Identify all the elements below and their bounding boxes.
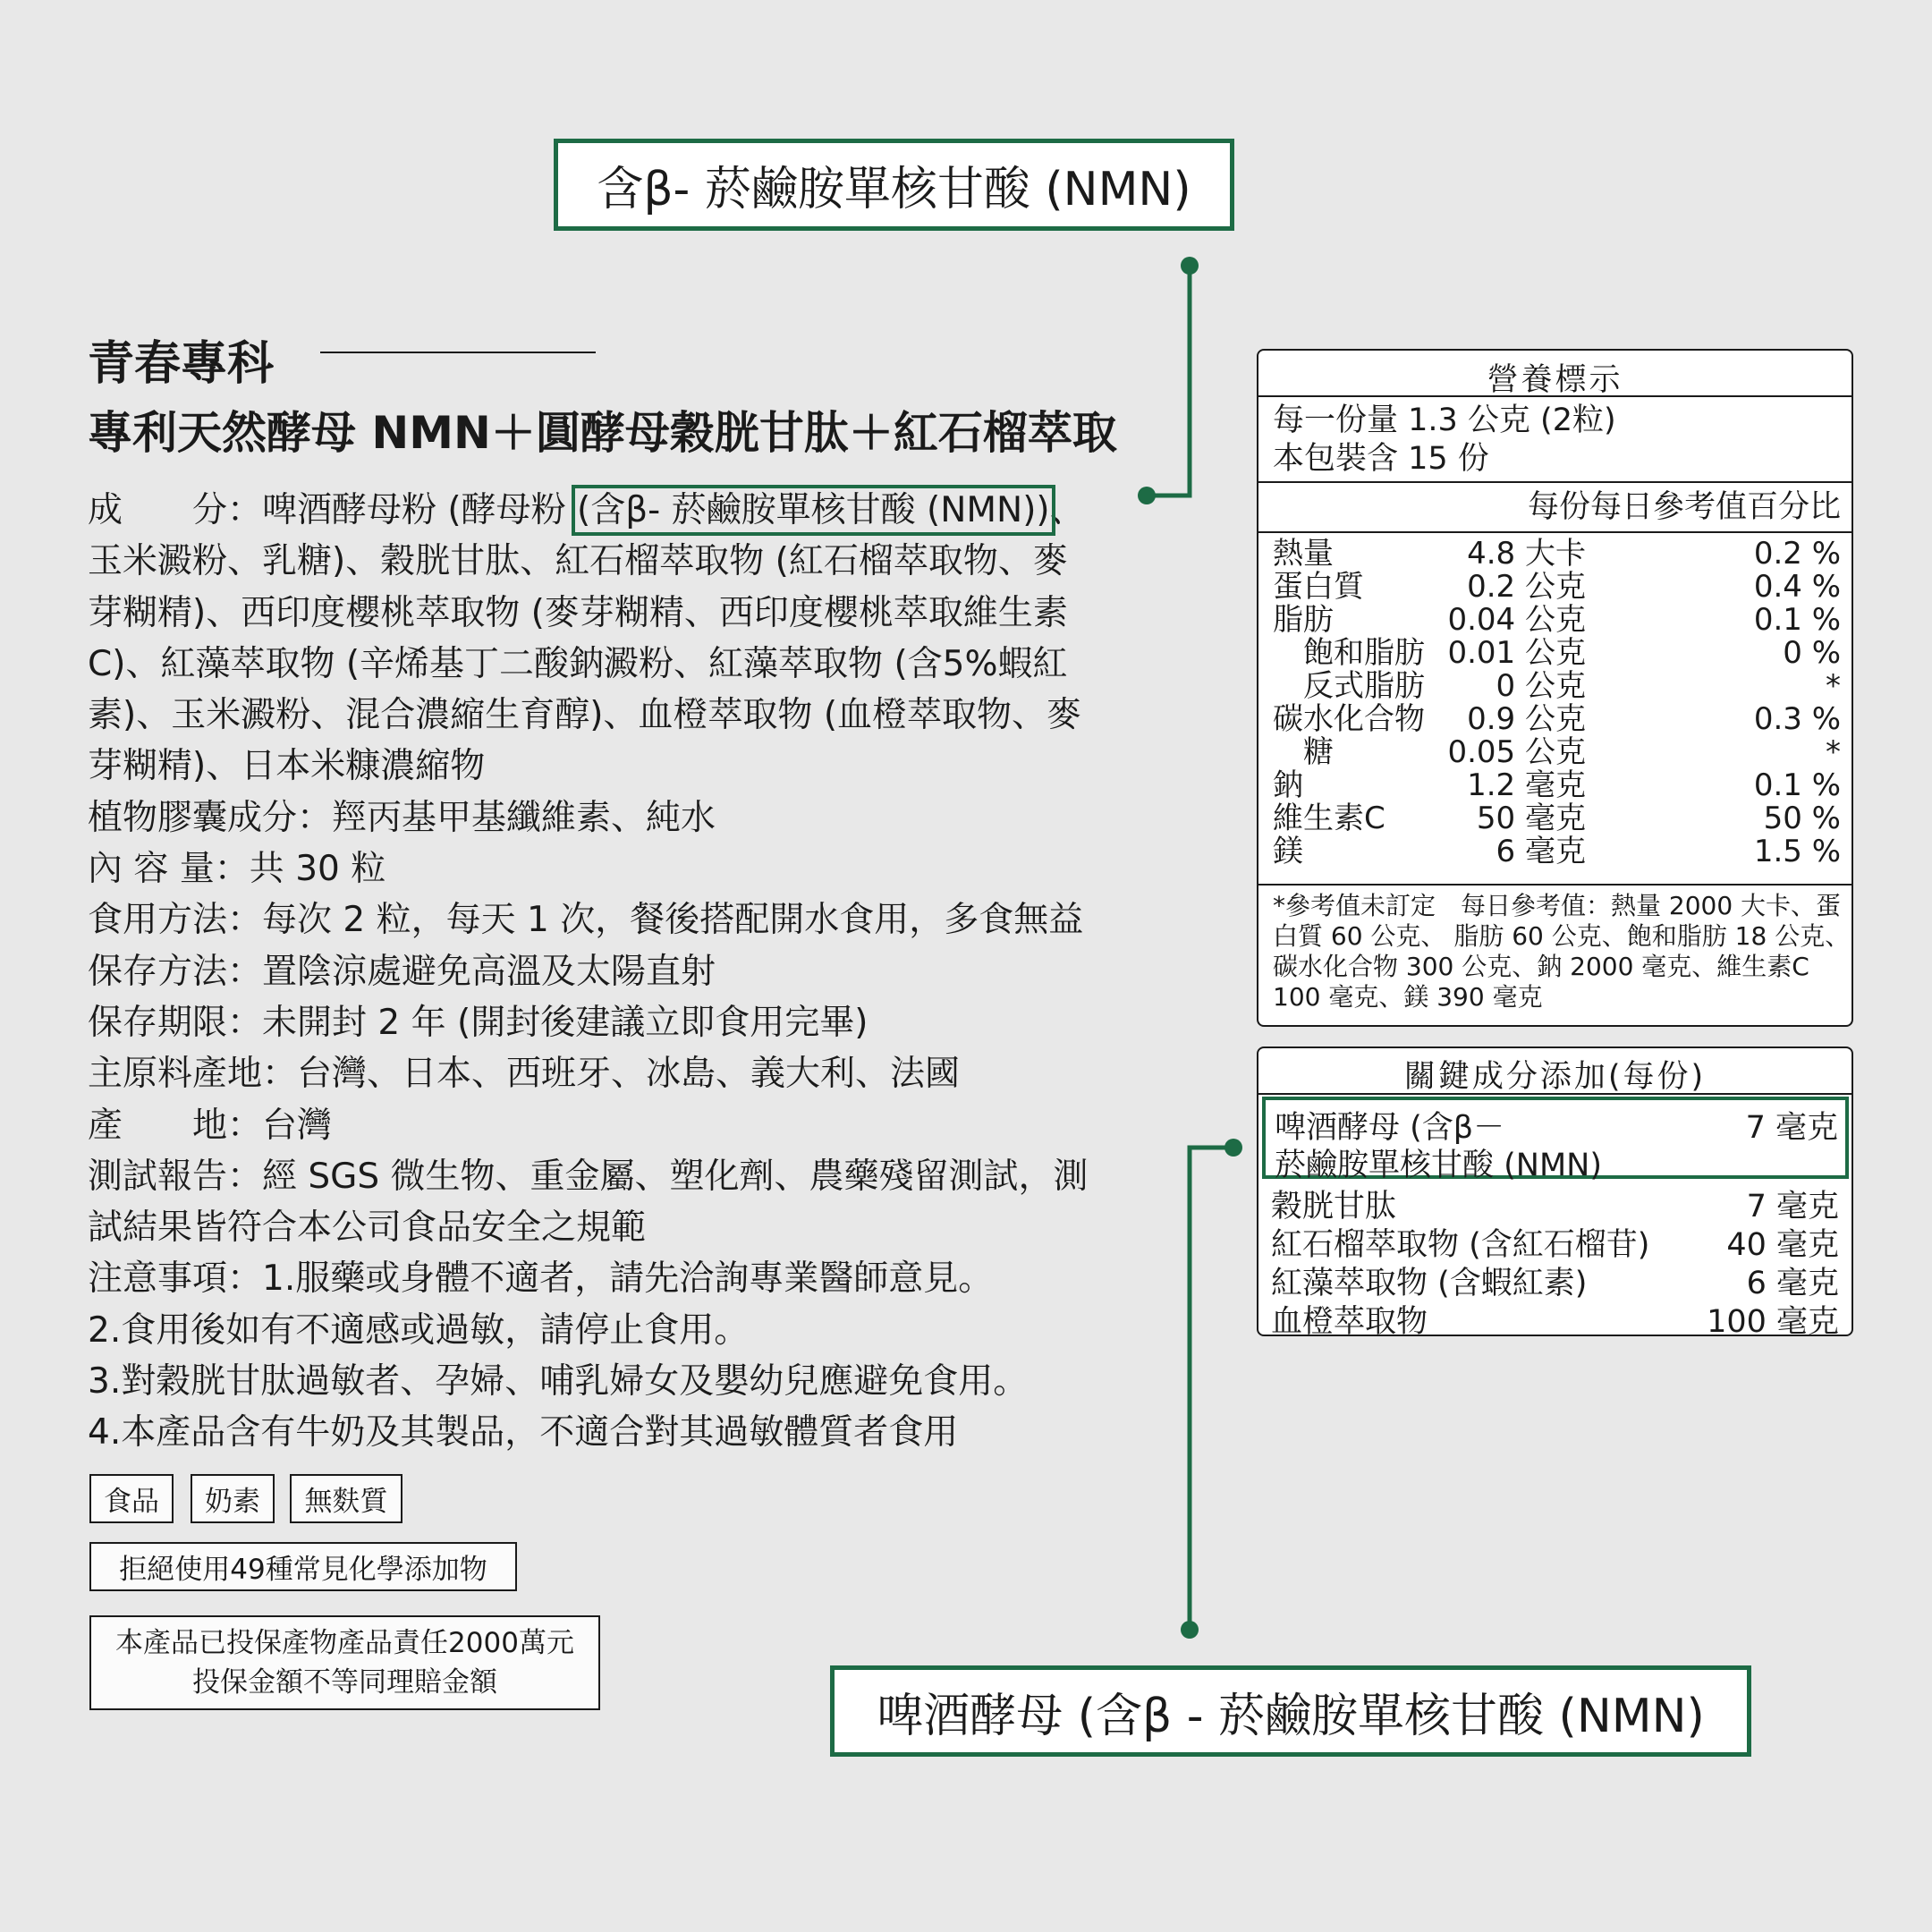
nutrient-amount: 0.04 公克 xyxy=(1447,602,1586,638)
nutrient-name: 鎂 xyxy=(1273,834,1303,869)
highlight-line-2: 菸鹼胺單核甘酸 (NMN) xyxy=(1275,1148,1602,1183)
nutrient-name: 熱量 xyxy=(1273,536,1334,572)
ingredients-line: 玉米澱粉、乳糖)、穀胱甘肽、紅石榴萃取物 (紅石榴萃取物、麥 xyxy=(88,541,1068,582)
storage-method: 保存方法：置陰涼處避免高溫及太陽直射 xyxy=(88,951,716,992)
precaution-2: 2.食用後如有不適感或過敏，請停止食用。 xyxy=(88,1309,750,1351)
nutrient-percent: 0.2 % xyxy=(1753,536,1841,572)
key-ingredients-title: 關鍵成分添加(每份) xyxy=(1403,1059,1707,1095)
ingredients-line: 芽糊精)、西印度櫻桃萃取物 (麥芽糊精、西印度櫻桃萃取維生素 xyxy=(88,592,1068,633)
precaution-3: 3.對穀胱甘肽過敏者、孕婦、哺乳婦女及嬰幼兒應避免食用。 xyxy=(88,1361,1029,1402)
nutrient-name: 蛋白質 xyxy=(1273,569,1364,605)
ingredients-highlight: (含β- 菸鹼胺單核甘酸 (NMN)) xyxy=(577,490,1050,530)
nutrient-percent: 0.3 % xyxy=(1753,701,1841,737)
insurance-line-1: 本產品已投保產物產品責任2000萬元 xyxy=(115,1627,574,1659)
callout-bottom: 啤酒酵母 (含β - 菸鹼胺單核甘酸 (NMN) xyxy=(830,1665,1751,1757)
nutrient-name: 碳水化合物 xyxy=(1273,701,1425,737)
key-ingredient-amount: 6 毫克 xyxy=(1746,1266,1839,1301)
raw-material-origin: 主原料產地：台灣、日本、西班牙、冰島、義大利、法國 xyxy=(88,1054,961,1095)
precaution-4: 4.本產品含有牛奶及其製品，不適合對其過敏體質者食用 xyxy=(88,1412,959,1453)
nutrient-name: 維生素C xyxy=(1273,801,1385,836)
key-ingredient-amount: 7 毫克 xyxy=(1746,1189,1839,1224)
nutrient-amount: 0 公克 xyxy=(1496,668,1586,704)
serving-size: 每一份量 1.3 公克 (2粒) xyxy=(1273,402,1616,438)
nutrition-divider xyxy=(1258,531,1852,533)
nutrient-name: 脂肪 xyxy=(1273,602,1334,638)
brand-name: 青春專科 xyxy=(88,337,275,391)
nutrient-amount: 6 毫克 xyxy=(1496,834,1586,869)
nutrient-percent: * xyxy=(1826,668,1841,704)
test-report: 測試報告：經 SGS 微生物、重金屬、塑化劑、農藥殘留測試，測 xyxy=(88,1156,1089,1197)
insurance-line-2: 投保金額不等同理賠金額 xyxy=(192,1666,497,1699)
nutrition-title: 營養標示 xyxy=(1487,362,1623,398)
ingredients-pre: 啤酒酵母粉 (酵母粉 xyxy=(262,490,578,530)
nutrient-amount: 0.01 公克 xyxy=(1447,635,1586,671)
key-ingredient-name: 穀胱甘肽 xyxy=(1271,1189,1397,1224)
note-line: 碳水化合物 300 公克、鈉 2000 毫克、維生素C xyxy=(1273,952,1809,981)
ingredients-line: 芽糊精)、日本米糠濃縮物 xyxy=(88,746,486,787)
brand-divider xyxy=(320,352,596,353)
nutrient-percent: 1.5 % xyxy=(1753,834,1841,869)
badge-food: 食品 xyxy=(89,1474,174,1523)
nutrient-amount: 4.8 大卡 xyxy=(1467,536,1586,572)
bottom-connector-line xyxy=(1190,1148,1233,1630)
usage-directions: 食用方法：每次 2 粒，每天 1 次，餐後搭配開水食用，多食無益 xyxy=(88,900,1084,941)
key-ingredient-amount: 40 毫克 xyxy=(1726,1227,1839,1263)
nutrient-amount: 1.2 毫克 xyxy=(1467,767,1586,803)
nutrition-divider xyxy=(1258,884,1852,886)
ingredients-post: 、 xyxy=(1049,490,1085,530)
daily-reference-note xyxy=(1273,891,1850,1013)
net-content: 內 容 量：共 30 粒 xyxy=(88,849,386,890)
nutrition-divider xyxy=(1258,395,1852,397)
nutrient-percent: 0.1 % xyxy=(1753,767,1841,803)
ingredients-first-line xyxy=(88,485,1143,536)
nutrient-amounts xyxy=(1447,538,1586,869)
key-ingredients-panel xyxy=(1257,1046,1853,1340)
servings-per-package: 本包裝含 15 份 xyxy=(1273,441,1489,477)
test-report-cont: 試結果皆符合本公司食品安全之規範 xyxy=(88,1208,647,1249)
product-info xyxy=(88,485,1143,1459)
nutrient-percent: 0.1 % xyxy=(1753,602,1841,638)
daily-value-header: 每份每日參考值百分比 xyxy=(1527,489,1841,525)
nutrient-amount: 0.9 公克 xyxy=(1467,701,1586,737)
ingredients-label: 成 分： xyxy=(88,490,263,530)
nutrient-percent: 0 % xyxy=(1783,635,1841,671)
nutrient-name: 糖 xyxy=(1273,734,1334,770)
key-ingredients-divider xyxy=(1258,1093,1852,1095)
nutrient-name: 反式脂肪 xyxy=(1273,668,1425,704)
badge-insurance xyxy=(89,1615,600,1710)
nutrition-divider xyxy=(1258,481,1852,483)
nutrient-percents xyxy=(1754,538,1841,869)
ingredients-line: 素)、玉米澱粉、混合濃縮生育醇)、血橙萃取物 (血橙萃取物、麥 xyxy=(88,695,1082,736)
callout-top: 含β- 菸鹼胺單核甘酸 (NMN) xyxy=(554,139,1234,231)
product-title: 專利天然酵母 NMN＋圓酵母穀胱甘肽＋紅石榴萃取 xyxy=(88,407,1117,459)
badge-no-additives: 拒絕使用49種常見化學添加物 xyxy=(89,1542,517,1591)
key-ingredient-name: 紅藻萃取物 (含蝦紅素) xyxy=(1271,1266,1588,1301)
nutrient-name: 鈉 xyxy=(1273,767,1303,803)
badge-gluten-free: 無麩質 xyxy=(290,1474,402,1523)
key-ingredient-highlight xyxy=(1262,1097,1849,1183)
key-ingredient-amount: 100 毫克 xyxy=(1707,1304,1839,1340)
note-line: *參考值未訂定 每日參考值：熱量 2000 大卡、蛋 xyxy=(1273,891,1842,920)
nutrient-amount: 0.2 公克 xyxy=(1467,569,1586,605)
top-connector-line xyxy=(1147,266,1190,496)
bottom-connector-dot xyxy=(1181,1621,1199,1639)
nutrient-name: 飽和脂肪 xyxy=(1273,635,1425,671)
key-ingredient-row xyxy=(1271,1297,1839,1342)
nutrient-percent: * xyxy=(1826,734,1841,770)
nutrient-amount: 0.05 公克 xyxy=(1447,734,1586,770)
badge-milk-vegetarian: 奶素 xyxy=(191,1474,275,1523)
nutrition-facts-panel xyxy=(1257,349,1853,1027)
key-ingredient-connector-dot xyxy=(1224,1139,1242,1157)
precaution-1: 注意事項：1.服藥或身體不適者，請先洽詢專業醫師意見。 xyxy=(88,1258,994,1300)
key-ingredient-name: 紅石榴萃取物 (含紅石榴苷) xyxy=(1271,1227,1650,1263)
highlight-amount: 7 毫克 xyxy=(1745,1110,1838,1146)
ingredients-line: C)、紅藻萃取物 (辛烯基丁二酸鈉澱粉、紅藻萃取物 (含5%蝦紅 xyxy=(88,643,1068,684)
note-line: 白質 60 公克、 脂肪 60 公克、飽和脂肪 18 公克、 xyxy=(1273,921,1851,951)
nutrient-percent: 0.4 % xyxy=(1753,569,1841,605)
key-ingredient-name: 血橙萃取物 xyxy=(1271,1304,1428,1340)
nutrient-percent: 50 % xyxy=(1763,801,1841,836)
top-connector-dot xyxy=(1181,257,1199,275)
shelf-life: 保存期限：未開封 2 年 (開封後建議立即食用完畢) xyxy=(88,1002,869,1043)
capsule-ingredients: 植物膠囊成分：羥丙基甲基纖維素、純水 xyxy=(88,797,716,838)
highlight-line-1: 啤酒酵母 (含β－ xyxy=(1275,1110,1505,1146)
place-of-origin: 產 地：台灣 xyxy=(88,1105,333,1146)
nutrient-amount: 50 毫克 xyxy=(1476,801,1586,836)
note-line: 100 毫克、鎂 390 毫克 xyxy=(1273,982,1543,1012)
nutrient-names xyxy=(1273,538,1425,869)
